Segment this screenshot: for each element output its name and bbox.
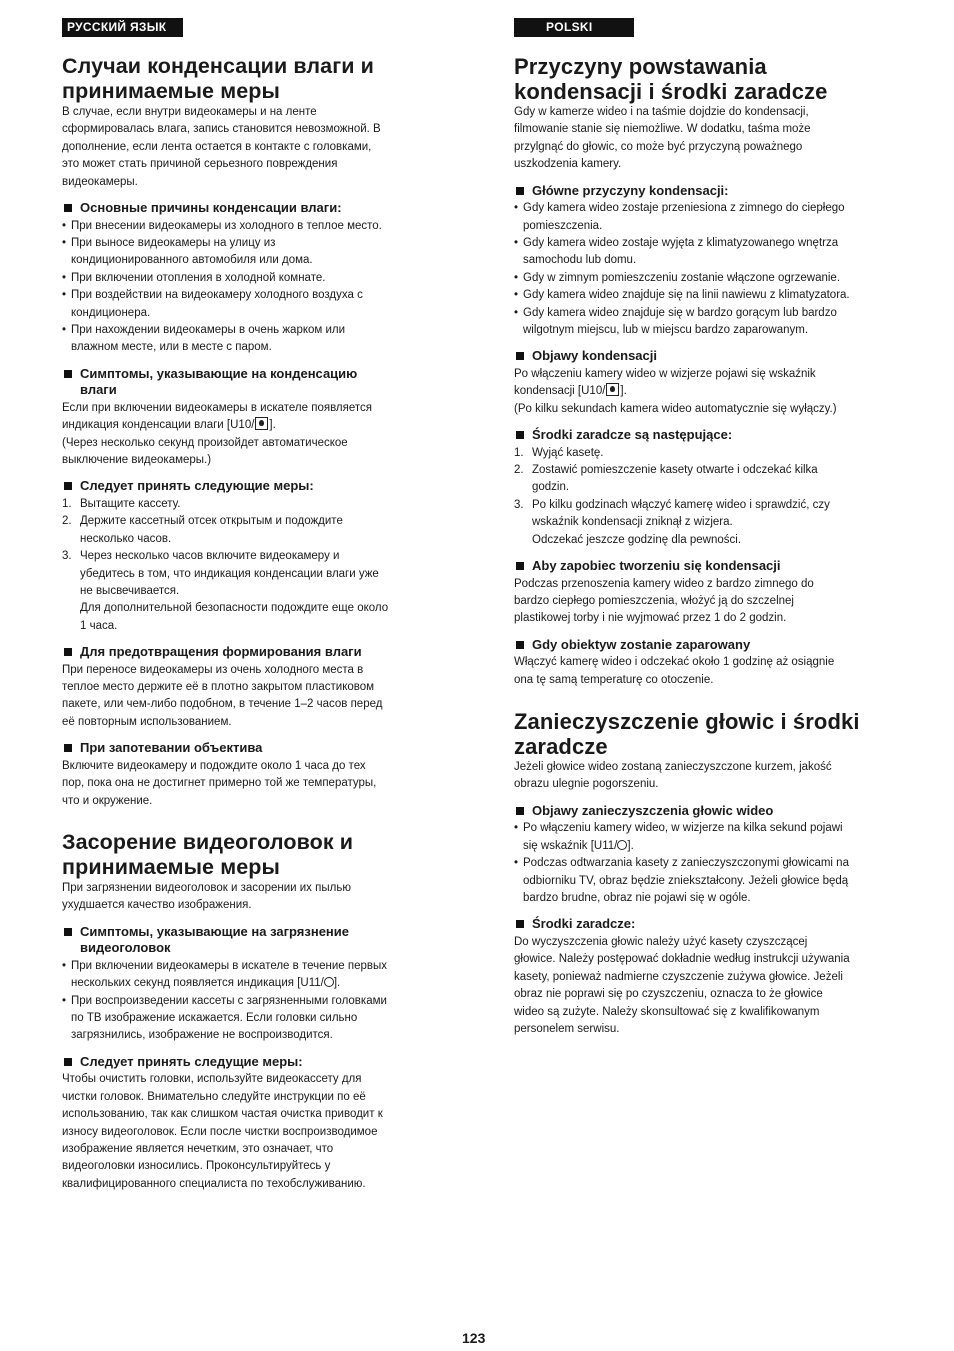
section-title-condensation: Przyczyny powstawania kondensacji i środki zaradcze	[514, 54, 828, 104]
list-item: • При нахождении видеокамеры в очень жарком или влажном месте, или в месте с паром.	[62, 322, 446, 357]
subheading-symptoms: Симптомы, указывающие на конденсацию влаги	[62, 366, 446, 399]
lens-fog-text: Включите видеокамеру и подождите около 1 часа до тех пор, пока она не достигнет примерно той же температуры, что и окружение.	[62, 759, 377, 807]
section-title-condensation: Случаи конденсации влаги и принимаемые меры	[62, 54, 374, 103]
subheading-causes: Główne przyczyny kondensacji:	[514, 183, 906, 200]
section-intro: Jeżeli głowice wideo zostaną zanieczyszczone kurzem, jakość obrazu ulegnie pogorszeniu.	[514, 761, 832, 791]
list-item: • При воздействии на видеокамеру холодного воздуха с кондиционера.	[62, 287, 446, 322]
heads-symptoms-list	[62, 958, 446, 1045]
subheading-causes: Основные причины конденсации влаги:	[62, 200, 446, 217]
list-item: 2. Держите кассетный отсек открытым и подождите несколько часов.	[62, 515, 343, 545]
section-title-dirty-heads: Засорение видеоголовок и принимаемые меры	[62, 830, 354, 879]
subheading-heads-measures: Środki zaradcze:	[514, 916, 906, 933]
subheading-heads-symptoms: Objawy zanieczyszczenia głowic wideo	[514, 803, 906, 820]
russian-column	[62, 18, 446, 1193]
heads-measures-text: Do wyczyszczenia głowic należy użyć kasety czyszczącej głowice. Należy postępować dokładnie według instrukcji używania kasety, ponieważ nadmierne czyszczenie zużywa głowice. Jeżeli obraz nie poprawi się po czyszczeniu, oznacza to że głowice wideo są zużyte. Należy skonsultować się z kwalifikowanym personelem serwisu.	[514, 935, 850, 1035]
list-item: • Gdy kamera wideo zostaje wyjęta z klimatyzowanego wnętrza samochodu lub domu.	[514, 235, 906, 270]
section-title-dirty-heads: Zanieczyszczenie głowic i środki zaradcze	[514, 709, 860, 760]
polish-column	[514, 18, 906, 1038]
condensation-icon	[606, 383, 619, 396]
list-item: • Gdy kamera wideo znajduje się na linii nawiewu z klimatyzatora.	[514, 287, 906, 304]
subheading-lens-fog: При запотевании объектива	[62, 740, 446, 757]
symptoms-text: Если при включении видеокамеры в искателе появляется индикация конденсации влаги [U10/ ]. (Через несколько секунд произойдет автоматическое выключение видеокамеры.)	[62, 401, 372, 466]
dirty-head-icon	[324, 977, 334, 987]
section-intro: В случае, если внутри видеокамеры и на ленте сформировалась влага, запись становится невозможной. В дополнение, если лента остается в контакте с головками, это может стать причиной серьезного повреждения видеокамеры.	[62, 106, 381, 188]
heads-measures-text: Чтобы очистить головки, используйте видеокассету для чистки головок. Внимательно следуйте инструкции по её использованию, так как слишком частая очистка приводит к износу видеоголовок. Если после чистки воспроизводимое изображение является нечетким, это означает, что видеоголовки износились. Проконсультируйтесь у квалифицированного специалиста по техобслуживанию.	[62, 1073, 383, 1190]
section-intro: Gdy w kamerze wideo i na taśmie dojdzie do kondensacji, filmowanie stanie się niemożliwe. W dodatku, taśma może przylgnąć do głowic, co może być przyczyną poważnego uszkodzenia kamery.	[514, 106, 811, 171]
prevention-text: Podczas przenoszenia kamery wideo z bardzo zimnego do bardzo ciepłego pomieszczenia, włożyć ją do szczelnej plastikowej torby i nie wyjmować przez 1 do 2 godzin.	[514, 577, 814, 625]
list-item: 3. Po kilku godzinach włączyć kamerę wideo i sprawdzić, czy wskaźnik kondensacji zniknął z wizjera. Odczekać jeszcze godzinę dla pewności.	[514, 498, 830, 546]
list-item: • Podczas odtwarzania kasety z zanieczyszczonymi głowicami na odbiorniku TV, obraz będzie zniekształcony. Jeżeli głowice będą bardzo brudne, obraz nie pojawi się w ogóle.	[514, 855, 906, 907]
list-item: • Po włączeniu kamery wideo, w wizjerze na kilka sekund pojawi się wskaźnik [U11/ ].	[514, 820, 906, 855]
language-tab-polish: POLSKI	[514, 18, 634, 37]
list-item: • При включении видеокамеры в искателе в течение первых нескольких секунд появляется индикация [U11/ ].	[62, 958, 446, 993]
dirty-head-icon	[617, 840, 627, 850]
list-item: 3. Через несколько часов включите видеокамеру и убедитесь в том, что индикация конденсации влаги уже не высвечивается. Для дополнительной безопасности подождите еще около 1 часа.	[62, 550, 389, 632]
list-item: • Gdy kamera wideo zostaje przeniesiona z zimnego do ciepłego pomieszczenia.	[514, 200, 906, 235]
list-item: 1. Вытащите кассету.	[62, 497, 181, 510]
causes-list	[514, 200, 906, 339]
list-item: • При включении отопления в холодной комнате.	[62, 270, 446, 287]
list-item: • При выносе видеокамеры на улицу из кондиционированного автомобиля или дома.	[62, 235, 446, 270]
measures-list	[62, 496, 446, 635]
heads-symptoms-list	[514, 820, 906, 907]
subheading-heads-symptoms: Симптомы, указывающие на загрязнение видеоголовок	[62, 924, 446, 957]
list-item: • При внесении видеокамеры из холодного в теплое место.	[62, 218, 446, 235]
subheading-prevention: Aby zapobiec tworzeniu się kondensacji	[514, 558, 906, 575]
subheading-measures: Следует принять следующие меры:	[62, 478, 446, 495]
list-item: 2. Zostawić pomieszczenie kasety otwarte i odczekać kilka godzin.	[514, 464, 818, 494]
subheading-lens-fog: Gdy obiektyw zostanie zaparowany	[514, 637, 906, 654]
list-item: • Gdy kamera wideo znajduje się w bardzo gorącym lub bardzo wilgotnym miejscu, lub w miejscu bardzo zaparowanym.	[514, 305, 906, 340]
list-item: 1. Wyjąć kasetę.	[514, 446, 604, 459]
list-item: • Gdy w zimnym pomieszczeniu zostanie włączone ogrzewanie.	[514, 270, 906, 287]
causes-list	[62, 218, 446, 357]
lens-fog-text: Włączyć kamerę wideo i odczekać około 1 godzinę aż osiągnie ona tę samą temperaturę co otoczenie.	[514, 656, 835, 686]
prevention-text: При переносе видеокамеры из очень холодного места в теплое место держите её в плотно закрытом пластиковом пакете, или чем-либо подобном, в течение 1–2 часов перед её повторным использованием.	[62, 663, 383, 728]
page-number: 123	[462, 1330, 486, 1346]
measures-list	[514, 445, 906, 549]
symptoms-text: Po włączeniu kamery wideo w wizjerze pojawi się wskaźnik kondensacji [U10/ ]. (Po kilku sekundach kamera wideo automatycznie się wyłączy.)	[514, 367, 837, 415]
section-intro: При загрязнении видеоголовок и засорении их пылью ухудшается качество изображения.	[62, 882, 351, 912]
condensation-icon	[255, 417, 268, 430]
subheading-heads-measures: Следует принять следущие меры:	[62, 1054, 446, 1071]
list-item: • При воспроизведении кассеты с загрязненными головками по ТВ изображение искажается. Если головки сильно загрязнились, изображение не воспроизводится.	[62, 993, 446, 1045]
subheading-measures: Środki zaradcze są następujące:	[514, 427, 906, 444]
subheading-symptoms: Objawy kondensacji	[514, 348, 906, 365]
language-tab-russian: РУССКИЙ ЯЗЫК	[62, 18, 183, 37]
subheading-prevention: Для предотвращения формирования влаги	[62, 644, 446, 661]
